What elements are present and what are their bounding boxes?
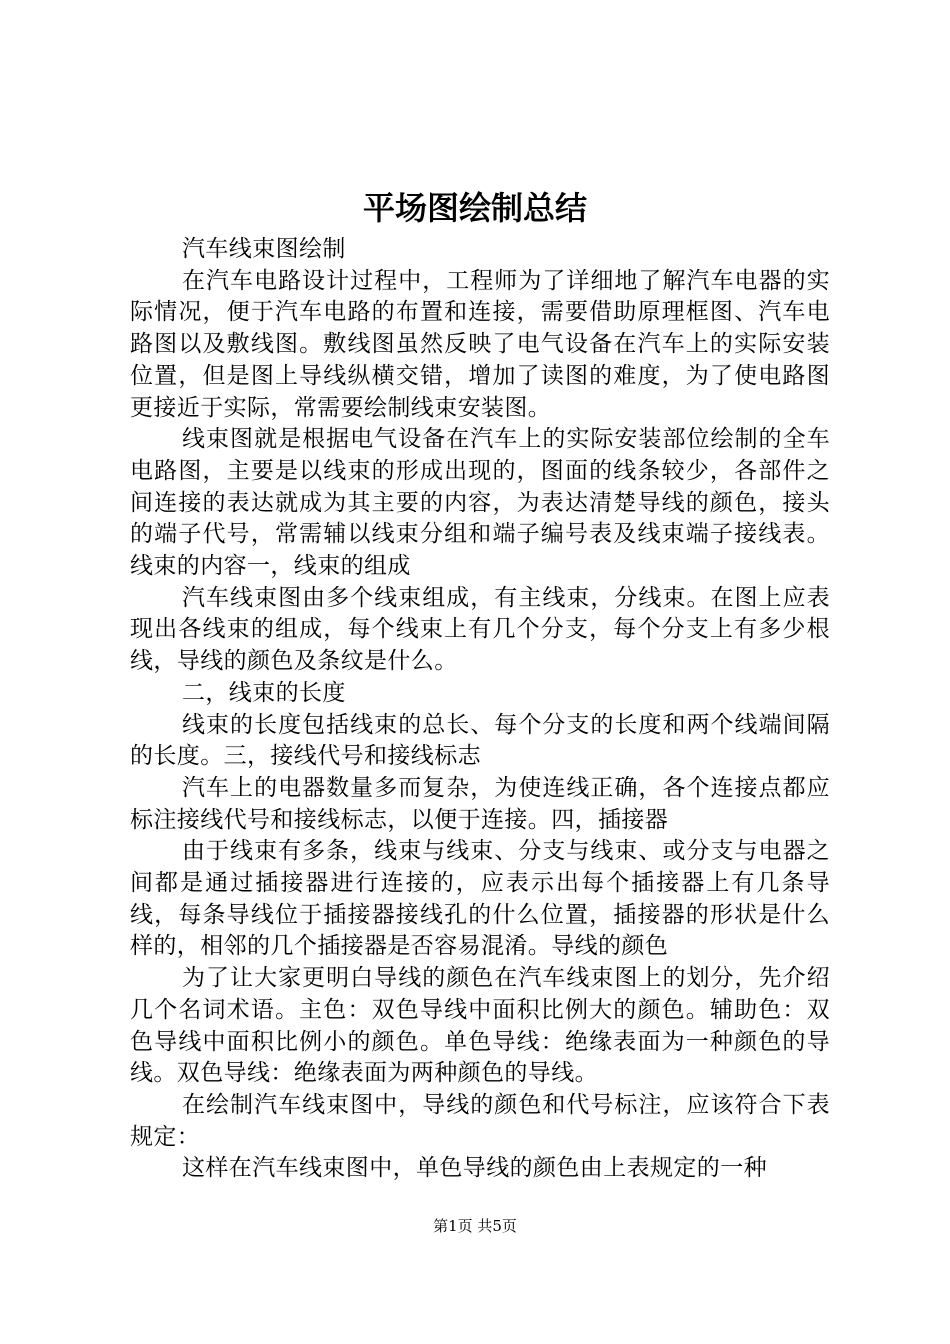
paragraph: 为了让大家更明白导线的颜色在汽车线束图上的划分，先介绍几个名词术语。主色：双色导线中面积比例大的颜色。辅助色：双色导线中面积比例小的颜色。单色导线：绝缘表面为一种颜色的导线。双色导线：绝缘表面为两种颜色的导线。 [130, 965, 830, 1087]
document-title: 平场图绘制总结 [362, 189, 587, 227]
document-body [130, 234, 830, 1185]
paragraph: 在绘制汽车线束图中，导线的颜色和代号标注，应该符合下表规定： [130, 1091, 830, 1150]
paragraph: 在汽车电路设计过程中，工程师为了详细地了解汽车电器的实际情况，便于汽车电路的布置和连接，需要借助原理框图、汽车电路图以及敷线图。敷线图虽然反映了电气设备在汽车上的实际安装位置，但是图上导线纵横交错，增加了读图的难度，为了使电路图更接近于实际，常需要绘制线束安装图。 [130, 267, 830, 421]
paragraph: 这样在汽车线束图中，单色导线的颜色由上表规定的一种 [182, 1155, 767, 1182]
paragraph: 线束图就是根据电气设备在汽车上的实际安装部位绘制的全车电路图，主要是以线束的形成出现的，图面的线条较少，各部件之间连接的表达就成为其主要的内容，为表达清楚导线的颜色，接头的端子代号，常需辅以线束分组和端子编号表及线束端子接线表。线束的内容一，线束的组成 [130, 426, 830, 580]
paragraph: 由于线束有多条，线束与线束、分支与线束、或分支与电器之间都是通过插接器进行连接的，应表示出每个插接器上有几条导线，每条导线位于插接器接线孔的什么位置，插接器的形状是什么样的，相邻的几个插接器是否容易混淆。导线的颜色 [130, 838, 830, 960]
page-number-footer: 第1页 共5页 [433, 1217, 517, 1235]
paragraph: 汽车线束图由多个线束组成，有主线束，分线束。在图上应表现出各线束的组成，每个线束上有几个分支，每个分支上有多少根线，导线的颜色及条纹是什么。 [130, 584, 830, 675]
paragraph: 汽车上的电器数量多而复杂，为使连线正确，各个连接点都应标注接线代号和接线标志，以便于连接。四，插接器 [130, 774, 830, 833]
paragraph: 二，线束的长度 [182, 679, 346, 706]
paragraph-heading: 汽车线束图绘制 [182, 236, 346, 262]
paragraph: 线束的长度包括线束的总长、每个分支的长度和两个线端间隔的长度。三，接线代号和接线标志 [130, 711, 830, 770]
